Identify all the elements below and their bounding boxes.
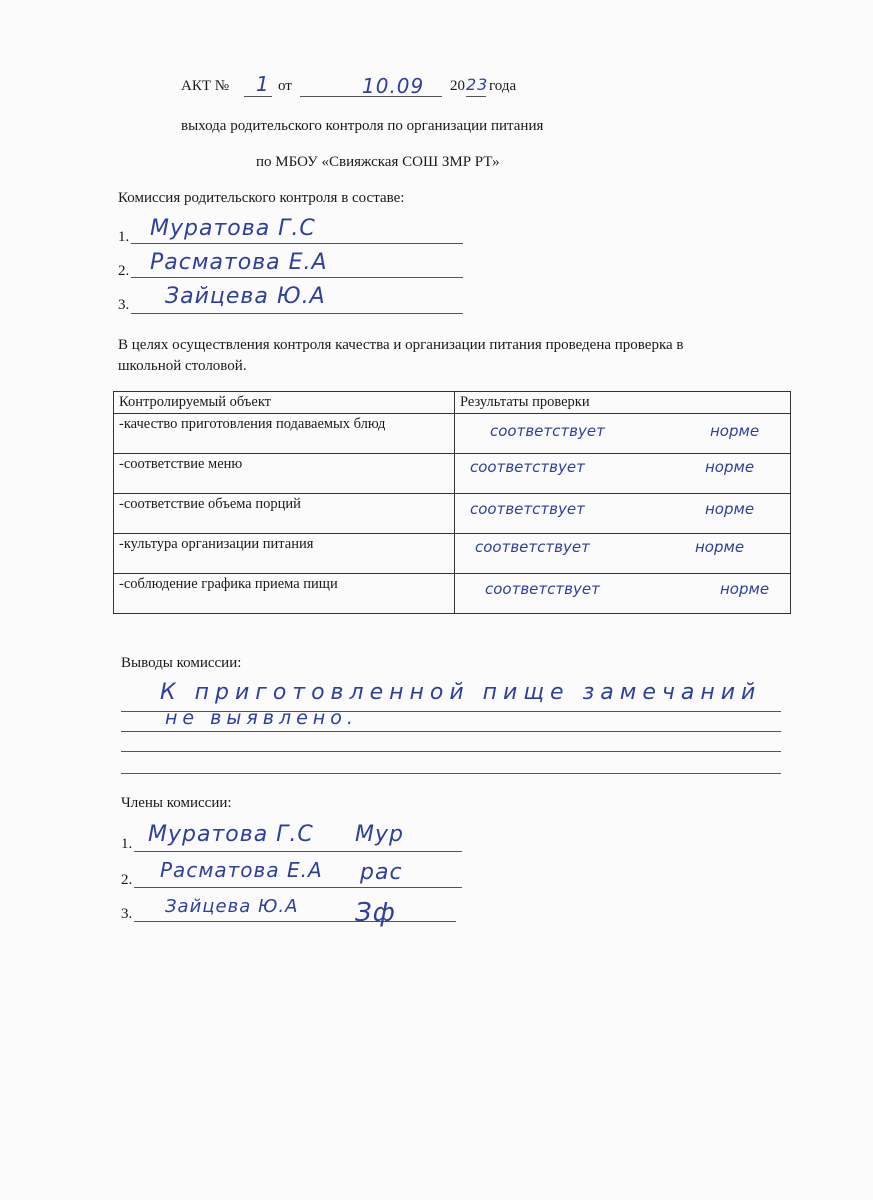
- row-result-a: соответствует: [490, 422, 605, 440]
- commission-member-1-line: [131, 243, 463, 244]
- commission-member-3-line: [131, 313, 463, 314]
- check-results-table: [113, 391, 791, 614]
- table-row: [114, 454, 791, 494]
- act-title: [181, 78, 229, 95]
- signature-member-1-line: [134, 851, 462, 852]
- col-result-header: Результаты проверки: [455, 392, 791, 414]
- from-label: от: [278, 78, 292, 94]
- conclusion-text-1: К приготовленной пище замечаний: [160, 680, 762, 705]
- row-object: -соответствие объема порций: [114, 494, 455, 534]
- commission-member-2-line: [131, 277, 463, 278]
- row-object: -культура организации питания: [114, 534, 455, 574]
- table-row: [114, 494, 791, 534]
- intro-line-1: В целях осуществления контроля качества и организации питания проведена проверка в: [118, 337, 684, 353]
- row-object: -соблюдение графика приема пищи: [114, 574, 455, 614]
- conclusion-line-2: [121, 731, 781, 732]
- row-result-b: норме: [710, 422, 760, 440]
- conclusion-line-3: [121, 751, 781, 752]
- signature-member-3-sign: Зф: [355, 898, 396, 928]
- year-prefix: 20: [450, 78, 465, 94]
- signature-member-3-num: 3.: [121, 906, 133, 922]
- signature-member-2-sign: рас: [360, 860, 403, 885]
- row-result: [455, 494, 791, 534]
- row-result-b: норме: [720, 580, 770, 598]
- commission-label: Комиссия родительского контроля в составе:: [118, 190, 405, 206]
- signature-member-2-num: 2.: [121, 872, 133, 888]
- table-row: [114, 414, 791, 454]
- signature-member-3-line: [134, 921, 456, 922]
- year-word: года: [489, 78, 517, 94]
- school-name: по МБОУ «Свияжская СОШ ЗМР РТ»: [256, 154, 500, 170]
- signature-member-1-num: 1.: [121, 836, 133, 852]
- act-number-line: [244, 96, 272, 97]
- row-result-b: норме: [705, 458, 755, 476]
- intro-line-2: школьной столовой.: [118, 358, 247, 374]
- year-line: [466, 96, 486, 97]
- row-result: [455, 534, 791, 574]
- table-row: [114, 574, 791, 614]
- row-result: [455, 454, 791, 494]
- subtitle: выхода родительского контроля по организации питания: [181, 118, 544, 134]
- signature-member-1-sign: Мур: [355, 822, 404, 847]
- row-result-a: соответствует: [470, 500, 585, 518]
- col-object-header: Контролируемый объект: [114, 392, 455, 414]
- signature-member-1-name: Муратова Г.С: [148, 822, 314, 847]
- commission-member-2-num: 2.: [118, 263, 130, 279]
- conclusions-label: Выводы комиссии:: [121, 655, 242, 671]
- commission-member-3-name: Зайцева Ю.А: [165, 284, 326, 309]
- conclusion-line-4: [121, 773, 781, 774]
- date-value: 10.09: [362, 74, 425, 98]
- commission-member-2-name: Расматова Е.А: [150, 250, 328, 275]
- conclusion-text-2: не выявлено.: [165, 707, 358, 729]
- act-number: 1: [256, 72, 270, 96]
- row-result-a: соответствует: [475, 538, 590, 556]
- row-object: -соответствие меню: [114, 454, 455, 494]
- row-result: [455, 574, 791, 614]
- signature-member-2-name: Расматова Е.А: [160, 858, 323, 882]
- row-result-a: соответствует: [485, 580, 600, 598]
- table-row: [114, 534, 791, 574]
- act-prefix: АКТ №: [181, 78, 230, 94]
- commission-member-3-num: 3.: [118, 297, 130, 313]
- commission-member-1-num: 1.: [118, 229, 130, 245]
- row-result-b: норме: [705, 500, 755, 518]
- table-header-row: [114, 392, 791, 414]
- row-object: -качество приготовления подаваемых блюд: [114, 414, 455, 454]
- year-suffix: 23: [466, 75, 489, 94]
- row-result-b: норме: [695, 538, 745, 556]
- signature-member-2-line: [134, 887, 462, 888]
- commission-member-1-name: Муратова Г.С: [150, 216, 316, 241]
- signatures-label: Члены комиссии:: [121, 795, 232, 811]
- row-result-a: соответствует: [470, 458, 585, 476]
- row-result: [455, 414, 791, 454]
- signature-member-3-name: Зайцева Ю.А: [165, 896, 299, 917]
